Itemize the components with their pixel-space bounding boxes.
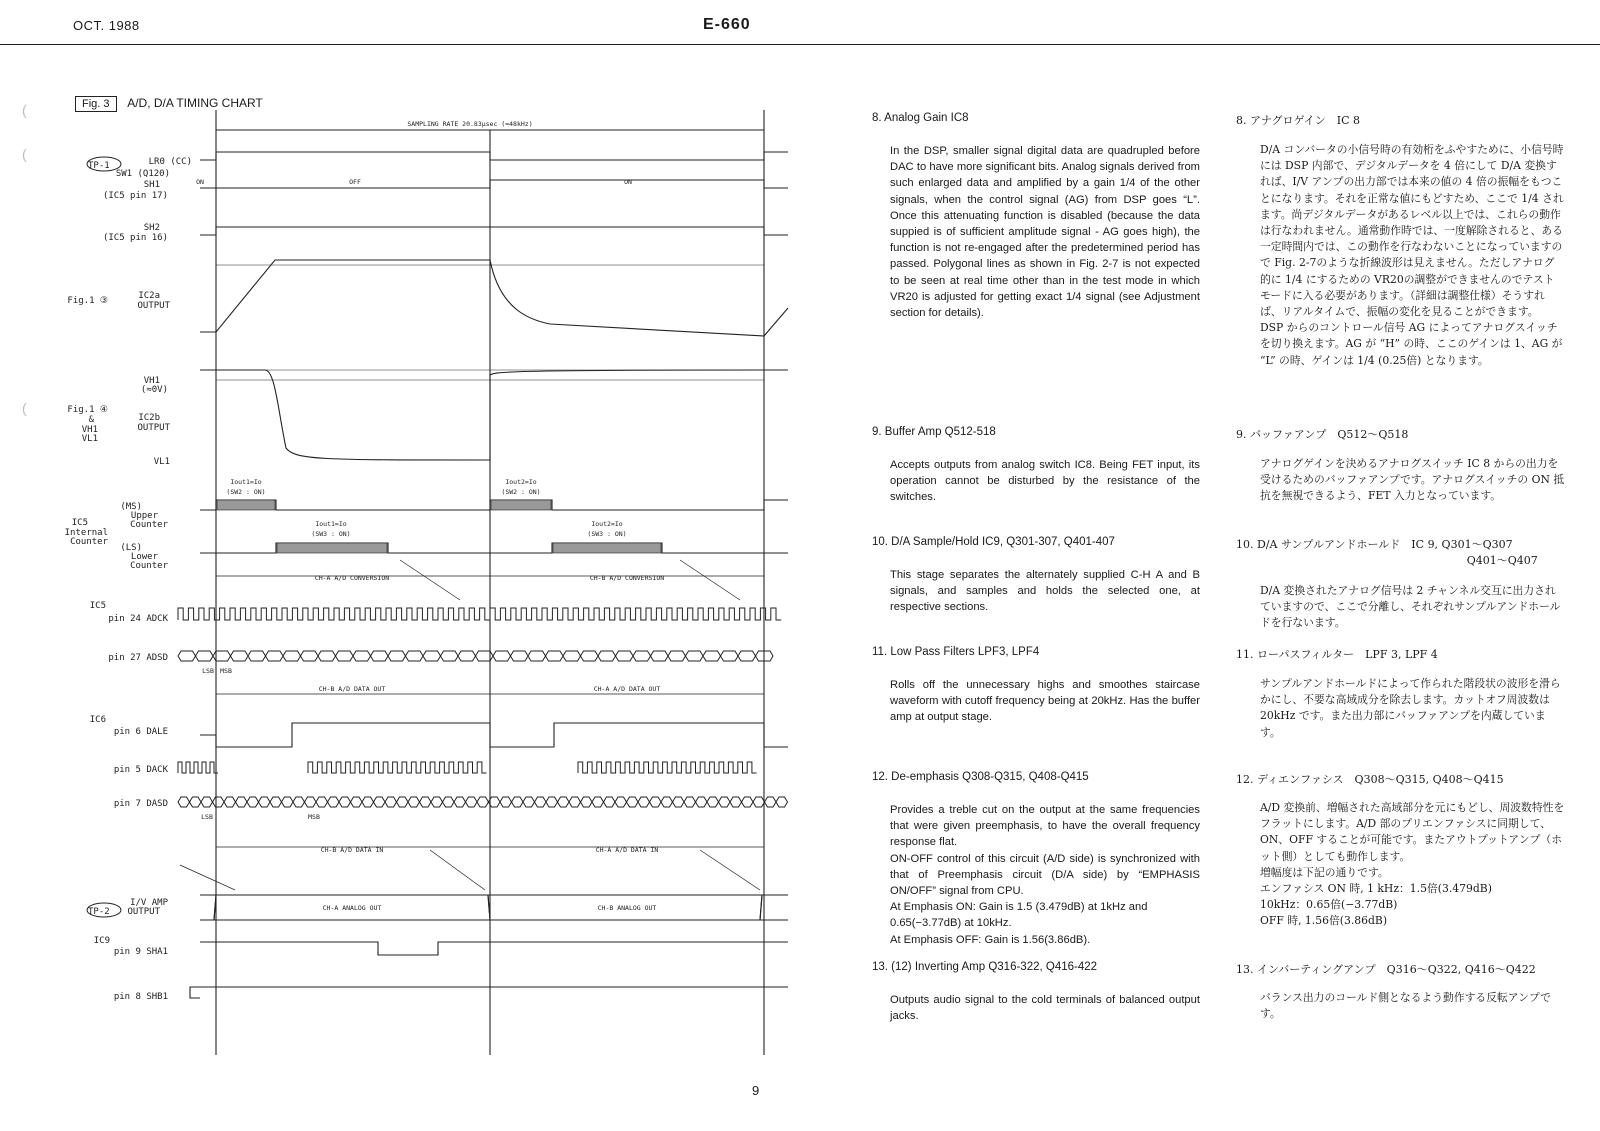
chb-analog-label: CH-B ANALOG OUT (597, 904, 657, 912)
adsd-bus-cell (353, 651, 371, 661)
section-heading-en: 11. Low Pass Filters LPF3, LPF4 (872, 646, 1040, 658)
iout1b-label: Iout1=Io (315, 520, 347, 528)
sw3on1-label: (SW3 : ON) (311, 530, 351, 538)
dasd-bus-cell (546, 797, 558, 807)
clock-waves (178, 608, 788, 807)
adsd-bus-cell (371, 651, 389, 661)
arrow-line (430, 850, 485, 890)
sw3on2-label: (SW3 : ON) (587, 530, 627, 538)
amp-label: & (88, 415, 94, 425)
header-rule (0, 44, 1600, 45)
dack-clock (578, 762, 757, 773)
msb-label: MSB (220, 667, 232, 675)
off-label: OFF (349, 178, 361, 186)
section-body-jp: A/D 変換前、増幅された高域部分を元にもどし、周波数特性をフラットにします。A/D 部のプリエンファシスに同期して、ON、OFF することが可能です。またアウトプットアンプ（ホット側）としても動作します。 増幅度は下記の通りです。 エンファシス ON 時, 1 kHz：1.5倍(3.479dB) 10kHz：0.65倍(−3.77dB) OFF 時, 1.56倍(3.86dB) (1260, 801, 1565, 928)
section-body-jp: D/A 変換されたアナログ信号は 2 チャンネル交互に出力されていますので、ここで分離し、それぞれサンプルアンドホールドを行ないます。 (1260, 584, 1561, 630)
cha-analog-label: CH-A ANALOG OUT (322, 904, 382, 912)
iout2-label: Iout2=Io (505, 478, 537, 486)
dasd-bus-cell (351, 797, 363, 807)
chb-conv-label: CH-B A/D CONVERSION (589, 574, 665, 582)
pin5-label: pin 5 DACK (113, 765, 168, 775)
upper-label: Upper (130, 511, 158, 521)
adsd-bus-cell (738, 651, 756, 661)
arrow-line (180, 865, 235, 890)
pin6-label: pin 6 DALE (113, 727, 168, 737)
lsb-label-2: LSB (201, 813, 213, 821)
adsd-bus-cell (388, 651, 406, 661)
section-heading-jp: 12. ディエンファシス Q308〜Q315, Q408〜Q415 (1236, 773, 1504, 786)
fig13-label: Fig.1 ③ (67, 296, 108, 306)
ic2b-wave (200, 370, 788, 460)
upper-counter-label: Counter (130, 520, 168, 530)
dack-clock (178, 762, 218, 773)
pin8-label: pin 8 SHB1 (113, 992, 168, 1002)
figure-label: Fig. 3 (75, 96, 117, 112)
dasd-bus-cell (604, 797, 616, 807)
lower-label: Lower (130, 552, 158, 562)
dasd-bus-cell (224, 797, 236, 807)
section-body-jp: バランス出力のコールド側となるよう動作する反転アンプです。 (1260, 991, 1551, 1021)
adsd-bus-cell (318, 651, 336, 661)
section-heading-jp: 9. バッファアンプ Q512〜Q518 (1236, 428, 1409, 441)
iout2b-label: Iout2=Io (591, 520, 623, 528)
dasd-bus-cell (178, 797, 190, 807)
adsd-bus-cell (336, 651, 354, 661)
adsd-bus-cell (721, 651, 739, 661)
binding-mark: ( (22, 146, 27, 162)
figure-title-text: A/D, D/A TIMING CHART (127, 96, 263, 110)
dasd-bus-cell (374, 797, 386, 807)
dasd-bus-cell (730, 797, 742, 807)
dasd-bus-cell (477, 797, 489, 807)
section-body-en: This stage separates the alternately supplied C-H A and B signals, and samples and holds the selected one, at respective sections. (890, 569, 1200, 614)
adsd-bus-cell (563, 651, 581, 661)
adsd-bus-cell (248, 651, 266, 661)
sha1-wave (200, 942, 788, 955)
adsd-bus-cell (178, 651, 196, 661)
section-body-jp: サンプルアンドホールドによって作られた階段状の波形を滑らかにし、不要な高域成分を除去します。カットオフ周波数は20kHz です。また出力部にバッファアンプを内蔵しています。 (1260, 677, 1561, 739)
counter-label: Counter (70, 537, 108, 547)
msb-label-2: MSB (308, 813, 320, 821)
dale-wave (200, 723, 788, 747)
section-heading-en: 12. De-emphasis Q308-Q315, Q408-Q415 (872, 771, 1089, 783)
adsd-bus-cell (616, 651, 634, 661)
sh1-wave (200, 180, 788, 188)
dasd-bus-cell (420, 797, 432, 807)
upper-counter-fill (217, 500, 275, 510)
dasd-bus-cell (684, 797, 696, 807)
tp1-badge: TP-1 (88, 161, 110, 171)
cha-in-label: CH-A A/D DATA IN (595, 846, 659, 854)
ls-label: (LS) (120, 543, 142, 553)
section-heading-jp: 8. アナグロゲイン IC 8 (1236, 114, 1361, 127)
internal-label: Internal (64, 528, 108, 538)
vh1-vl1-label-a: VH1 (81, 425, 98, 435)
sh2-pin-label: (IC5 pin 16) (102, 233, 168, 243)
dasd-bus-cell (696, 797, 708, 807)
ic5-label: IC5 (71, 518, 88, 528)
ic2b-out-label: OUTPUT (137, 423, 170, 433)
section-body-jp: アナログゲインを決めるアナログスイッチ IC 8 からの出力を受けるためのバッファアンプです。アナログスイッチの ON 抵抗を無視できるよう、FET 入力となっています。 (1260, 457, 1565, 503)
adsd-bus-cell (703, 651, 721, 661)
dasd-bus-cell (615, 797, 627, 807)
dasd-bus-cell (339, 797, 351, 807)
iv-out-wave-b (200, 895, 788, 920)
adsd-bus-cell (546, 651, 564, 661)
adsd-bus-cell (196, 651, 214, 661)
adsd-bus-cell (651, 651, 669, 661)
sh1-label: SH1 (143, 180, 160, 190)
section-heading-jp: 11. ローパスフィルター LPF 3, LPF 4 (1236, 648, 1438, 661)
adsd-bus-cell (266, 651, 284, 661)
adsd-bus-cell (668, 651, 686, 661)
adsd-bus-cell (493, 651, 511, 661)
zero-v-label: (≈0V) (140, 385, 168, 395)
ic9-label: IC9 (93, 936, 110, 946)
dasd-bus-cell (259, 797, 271, 807)
lsb-label: LSB (202, 667, 214, 675)
section-body-en: Provides a treble cut on the output at the same frequencies that were given preemphasis, to have the overall frequency response flat. ON-OFF control of this circuit (A/D side) is synchronized with that of Preemphasis circuit (D/A side) by “EMPHASIS ON/OFF” signal from CPU. At Emphasis ON: Gain is 1.5 (3.479dB) at 1kHz and 0.65(−3.77dB) at 10kHz. At Emphasis OFF: Gain is 1.56(3.86dB). (890, 804, 1200, 946)
sh1-pin-label: (IC5 pin 17) (102, 191, 168, 201)
sh2-label: SH2 (143, 223, 160, 233)
iv-out-label: OUTPUT (127, 907, 160, 917)
dasd-bus-cell (362, 797, 374, 807)
figure-title (75, 96, 263, 110)
dasd-bus-cell (190, 797, 202, 807)
adsd-bus-cell (441, 651, 459, 661)
cha-out-label: CH-A A/D DATA OUT (593, 685, 661, 693)
adsd-bus-cell (528, 651, 546, 661)
section-heading-en: 8. Analog Gain IC8 (872, 112, 969, 124)
lower-counter-label: Counter (130, 561, 168, 571)
dasd-bus-cell (247, 797, 259, 807)
sampling-rate-label: SAMPLING RATE 20.83µsec (≈48kHz) (407, 120, 533, 128)
chb-out-label: CH-B A/D DATA OUT (318, 685, 386, 693)
pin9-label: pin 9 SHA1 (113, 947, 168, 957)
adck-clock (178, 608, 781, 620)
dasd-bus-cell (236, 797, 248, 807)
binding-mark: ( (22, 400, 27, 416)
dasd-bus-cell (638, 797, 650, 807)
dasd-bus-cell (500, 797, 512, 807)
arrow-line (700, 850, 760, 890)
timing-chart (60, 110, 810, 1060)
ic6-label: IC6 (89, 715, 106, 725)
binding-mark: ( (22, 102, 27, 118)
dasd-bus-cell (627, 797, 639, 807)
dasd-bus-cell (305, 797, 317, 807)
ms-label: (MS) (120, 502, 142, 512)
dasd-bus-cell (673, 797, 685, 807)
dasd-bus-cell (443, 797, 455, 807)
dasd-bus-cell (454, 797, 466, 807)
arrow-line (400, 560, 460, 600)
dasd-bus-cell (397, 797, 409, 807)
dasd-bus-cell (581, 797, 593, 807)
pin27-label: pin 27 ADSD (108, 653, 168, 663)
lower-counter-fill (277, 543, 387, 553)
dasd-bus-cell (328, 797, 340, 807)
dasd-bus-cell (431, 797, 443, 807)
pin24-label: pin 24 ADCK (108, 614, 168, 624)
dasd-bus-cell (753, 797, 765, 807)
shb1-wave (190, 987, 788, 998)
ic2a-wave (200, 260, 788, 336)
dasd-bus-cell (282, 797, 294, 807)
dasd-bus-cell (523, 797, 535, 807)
dasd-bus-cell (408, 797, 420, 807)
adsd-bus-cell (423, 651, 441, 661)
dasd-bus-cell (558, 797, 570, 807)
adsd-bus-cell (406, 651, 424, 661)
vl1-label: VL1 (153, 457, 170, 467)
vh1-vl1-label-b: VL1 (81, 434, 98, 444)
upper-counter-fill (491, 500, 551, 510)
tp1-label: LR0 (CC) (148, 157, 192, 167)
fig14-label: Fig.1 ④ (67, 405, 108, 415)
dasd-bus-cell (776, 797, 788, 807)
iv-out-wave-a (200, 895, 788, 920)
dack-clock (308, 762, 487, 773)
pin7-label: pin 7 DASD (113, 799, 168, 809)
section-body-jp: D/A コンバータの小信号時の有効桁をふやすために、小信号時には DSP 内部で、デジタルデータを 4 倍にして D/A 変換すれば、I/V アンプの出力部では本来の値の 4 倍の振幅をもつことになります。それを正常な値にもどすため、ここで 1/4 されます。尚デジタルデータがあるレベル以上では、これらの動作は行なわれません。通常動作時では、一度解除されると、ある一定時間内では、この動作を行なわないことになっていますので Fig. 2-7のような折線波形は見えません。ただしアナログ的に 1/4 にするための VR20の調整ができませんのでテストモードに入る必要があります。（詳細は調整仕様）そうすれば、リアルタイムで、振幅の変化を見ることができます。 DSP からのコントロール信号 AG によってアナログスイッチを切り換えます。AG が “H” の時、ここのゲインは 1、AG が “L” の時、ゲインは 1/4 (0.25倍) となります。 (1260, 143, 1564, 367)
arrow-line (680, 560, 740, 600)
section-heading-jp: 10. D/A サンプルアンドホールド IC 9, Q301〜Q307 Q401〜Q407 (1236, 538, 1538, 567)
dasd-bus-cell (201, 797, 213, 807)
adsd-bus-cell (511, 651, 529, 661)
dasd-bus-cell (650, 797, 662, 807)
dasd-bus-cell (707, 797, 719, 807)
ic2b-label: IC2b (138, 413, 160, 423)
section-body-en: In the DSP, smaller signal digital data are quadrupled before DAC to have more significant bits. Analog signals derived from such enlarged data and amplified by a gain 1/4 of the other signals, when the control signal (AG) from DSP goes “L”. Once this attenuating function is disabled (because the data suppied is of sufficient amplitude signal - AG goes high), the function is not re-engaged after the predetermined period has passed. Polygonal lines as shown in Fig. 2-7 is not expected to be seen at real time other than in the test mode in which VR20 is adjusted for getting exact 1/4 signal (see Adjustment section for details). (890, 145, 1200, 320)
dasd-bus-cell (270, 797, 282, 807)
lower-counter-fill (553, 543, 661, 553)
adsd-bus-cell (581, 651, 599, 661)
dasd-bus-cell (569, 797, 581, 807)
sh2-wave (200, 227, 788, 235)
sw1-label: SW1 (Q120) (115, 169, 170, 179)
iout1-label: Iout1=Io (230, 478, 262, 486)
dasd-bus-cell (512, 797, 524, 807)
cha-conv-label: CH-A A/D CONVERSION (314, 574, 390, 582)
tp2-badge: TP-2 (88, 907, 110, 917)
sw2on2-label: (SW2 : ON) (501, 488, 541, 496)
adsd-bus-cell (633, 651, 651, 661)
dasd-bus-cell (661, 797, 673, 807)
dasd-bus-cell (742, 797, 754, 807)
chb-in-label: CH-B A/D DATA IN (320, 846, 384, 854)
section-heading-en: 13. (12) Inverting Amp Q316-322, Q416-422 (872, 961, 1098, 973)
adsd-bus-cell (686, 651, 704, 661)
lr0-wave (200, 152, 788, 160)
dasd-bus-cell (719, 797, 731, 807)
on1-label: ON (196, 178, 204, 186)
section-body-en: Rolls off the unnecessary highs and smoothes staircase waveform with cutoff frequency being at 20kHz. Has the buffer amp at output stage. (890, 679, 1200, 724)
dasd-bus-cell (213, 797, 225, 807)
adsd-bus-cell (283, 651, 301, 661)
dasd-bus-cell (535, 797, 547, 807)
header-date: OCT. 1988 (73, 18, 140, 33)
section-body-en: Outputs audio signal to the cold terminals of balanced output jacks. (890, 994, 1200, 1023)
page-number: 9 (752, 1083, 760, 1098)
header-model: E-660 (703, 16, 751, 33)
adsd-bus-cell (231, 651, 249, 661)
dasd-bus-cell (293, 797, 305, 807)
ic2a-label: IC2a (138, 291, 160, 301)
dasd-bus-cell (466, 797, 478, 807)
iv-amp-label: I/V AMP (130, 898, 168, 908)
section-body-en: Accepts outputs from analog switch IC8. Being FET input, its operation cannot be disturbed by the resistance of the switches. (890, 459, 1200, 504)
dasd-bus-cell (316, 797, 328, 807)
vh1-label: VH1 (143, 376, 160, 386)
dasd-bus-cell (592, 797, 604, 807)
adsd-bus-cell (458, 651, 476, 661)
adsd-bus-cell (598, 651, 616, 661)
section-heading-jp: 13. インバーティングアンプ Q316〜Q322, Q416〜Q422 (1236, 963, 1536, 976)
dasd-bus-cell (765, 797, 777, 807)
section-heading-en: 9. Buffer Amp Q512-518 (872, 426, 996, 438)
adsd-bus-cell (301, 651, 319, 661)
on2-label: ON (624, 178, 632, 186)
ic5-2-label: IC5 (89, 601, 106, 611)
dasd-bus-cell (385, 797, 397, 807)
ic2a-out-label: OUTPUT (137, 301, 170, 311)
sw2on1-label: (SW2 : ON) (226, 488, 266, 496)
section-heading-en: 10. D/A Sample/Hold IC9, Q301-307, Q401-407 (872, 536, 1115, 548)
